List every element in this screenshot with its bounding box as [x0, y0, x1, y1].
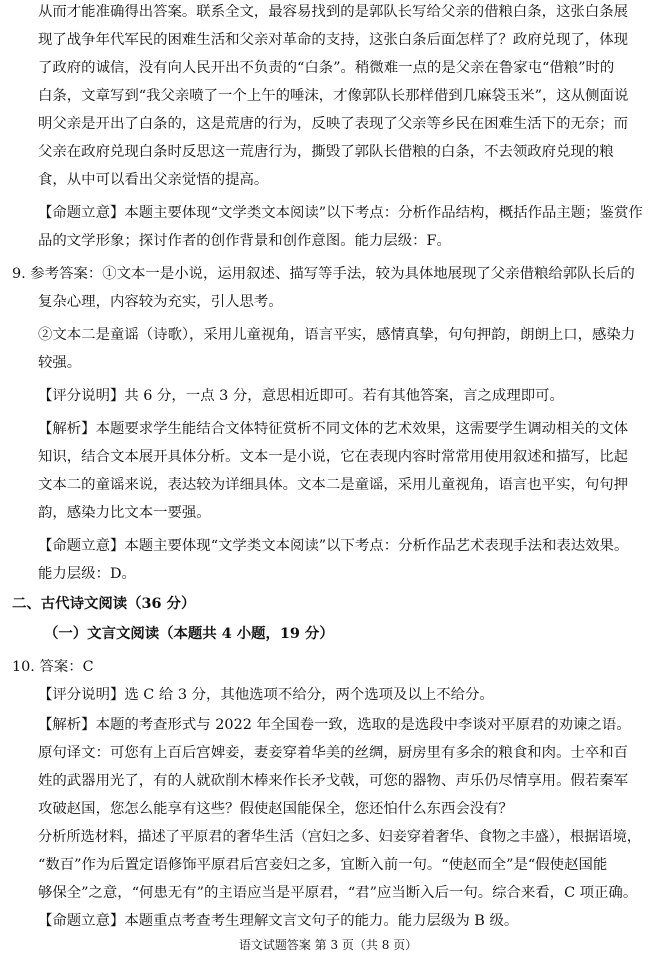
text-line: 现了战争年代军民的困难生活和父亲对革命的支持，这张白条后面怎样了？政府兑现了，体现	[38, 32, 629, 48]
text-line: 攻破赵国，您怎么能享有这些？假使赵国能保全，您还怕什么东西会没有？	[38, 801, 513, 817]
text-line: 品的文学形象；探讨作者的创作背景和创作意图。能力层级：F。	[38, 233, 451, 249]
text-line: 【评分说明】选 C 给 3 分，其他选项不给分，两个选项及以上不给分。	[38, 687, 494, 703]
text-line: 知识，结合文本展开具体分析。文本一是小说，它在表现内容时常常用使用叙述和描写，比起	[38, 449, 629, 465]
text-line: 原句译文：可您有上百后宫婢妾，妻妾穿着华美的丝绸，厨房里有多余的粮食和肉。士卒和百	[38, 745, 629, 761]
text-line: 较强。	[38, 355, 82, 371]
text-line: 够保全”之意，“何患无有”的主语应当是平原君，“君”应当断入后一句。综合来看，C 项正确。	[38, 885, 638, 901]
text-line: 分析所选材料，描述了平原君的奢华生活（宫妇之多、妇妾穿着奢华、食物之丰盛），根据语境，	[38, 829, 641, 845]
text-line: 能力层级：D。	[38, 566, 136, 582]
text-line: 了政府的诚信，没有向人民开出不负责的“白条”。稍微难一点的是父亲在鲁家屯“借粮”时的	[38, 60, 615, 76]
text-line: 明父亲是开出了白条的，这是荒唐的行为，反映了表现了父亲等乡民在困难生活下的无奈；而	[38, 116, 629, 132]
text-line: 【评分说明】共 6 分，一点 3 分，意思相近即可。若有其他答案，言之成理即可。	[38, 388, 564, 404]
text-line: 【命题立意】本题主要体现“文学类文本阅读”以下考点：分析作品艺术表现手法和表达效果。	[38, 538, 629, 554]
text-line: ②文本二是童谣（诗歌），采用儿童视角，语言平实，感情真挚，句句押韵，朗朗上口，感染力	[38, 327, 636, 343]
text-line: “数百”作为后置定语修饰平原君后宫妾妇之多，宜断入前一句。“使赵而全”是“假使赵国能	[38, 857, 608, 873]
question-9-answer: 9. 参考答案：①文本一是小说，运用叙述、描写等手法，较为具体地展现了父亲借粮给郭队长后的	[12, 266, 635, 282]
text-line: 从而才能准确得出答案。联系全文，最容易找到的是郭队长写给父亲的借粮白条，这张白条展	[38, 4, 629, 20]
question-10-answer: 10. 答案：C	[12, 659, 94, 675]
text-line: 【命题立意】本题重点考查考生理解文言文句子的能力。能力层级为 B 级。	[38, 913, 519, 929]
subsection-heading: （一）文言文阅读（本题共 4 小题，19 分）	[44, 625, 334, 642]
text-line: 文本二的童谣来说，表达较为详细具体。文本二是童谣，采用儿童视角，语言也平实，句句押	[38, 477, 629, 493]
text-line: 【命题立意】本题主要体现“文学类文本阅读”以下考点：分析作品结构，概括作品主题；鉴赏作	[38, 205, 643, 221]
text-line: 父亲在政府兑现白条时反思这一荒唐行为，撕毁了郭队长借粮的白条，不去领政府兑现的粮	[38, 144, 614, 160]
section-heading: 二、古代诗文阅读（36 分）	[12, 595, 196, 612]
text-line: 姓的武器用光了，有的人就砍削木棒来作长矛戈戟，可您的器物、声乐仍尽情享用。假若秦军	[38, 773, 629, 789]
page-footer: 语文试题答案 第 3 页（共 8 页）	[238, 938, 418, 952]
text-line: 复杂心理，内容较为充实，引人思考。	[38, 294, 283, 310]
text-line: 【解析】本题的考查形式与 2022 年全国卷一致，选取的是选段中李谈对平原君的劝谏之语。	[38, 717, 631, 733]
text-line: 食，从中可以看出父亲觉悟的提高。	[38, 172, 269, 188]
text-line: 白条，文章写到“我父亲喷了一个上午的唾沫，才像郭队长那样借到几麻袋玉米”，这从侧面说	[38, 88, 629, 104]
text-line: 韵，感染力比文本一要强。	[38, 505, 211, 521]
text-line: 【解析】本题要求学生能结合文体特征赏析不同文体的艺术效果，这需要学生调动相关的文体	[38, 421, 629, 437]
